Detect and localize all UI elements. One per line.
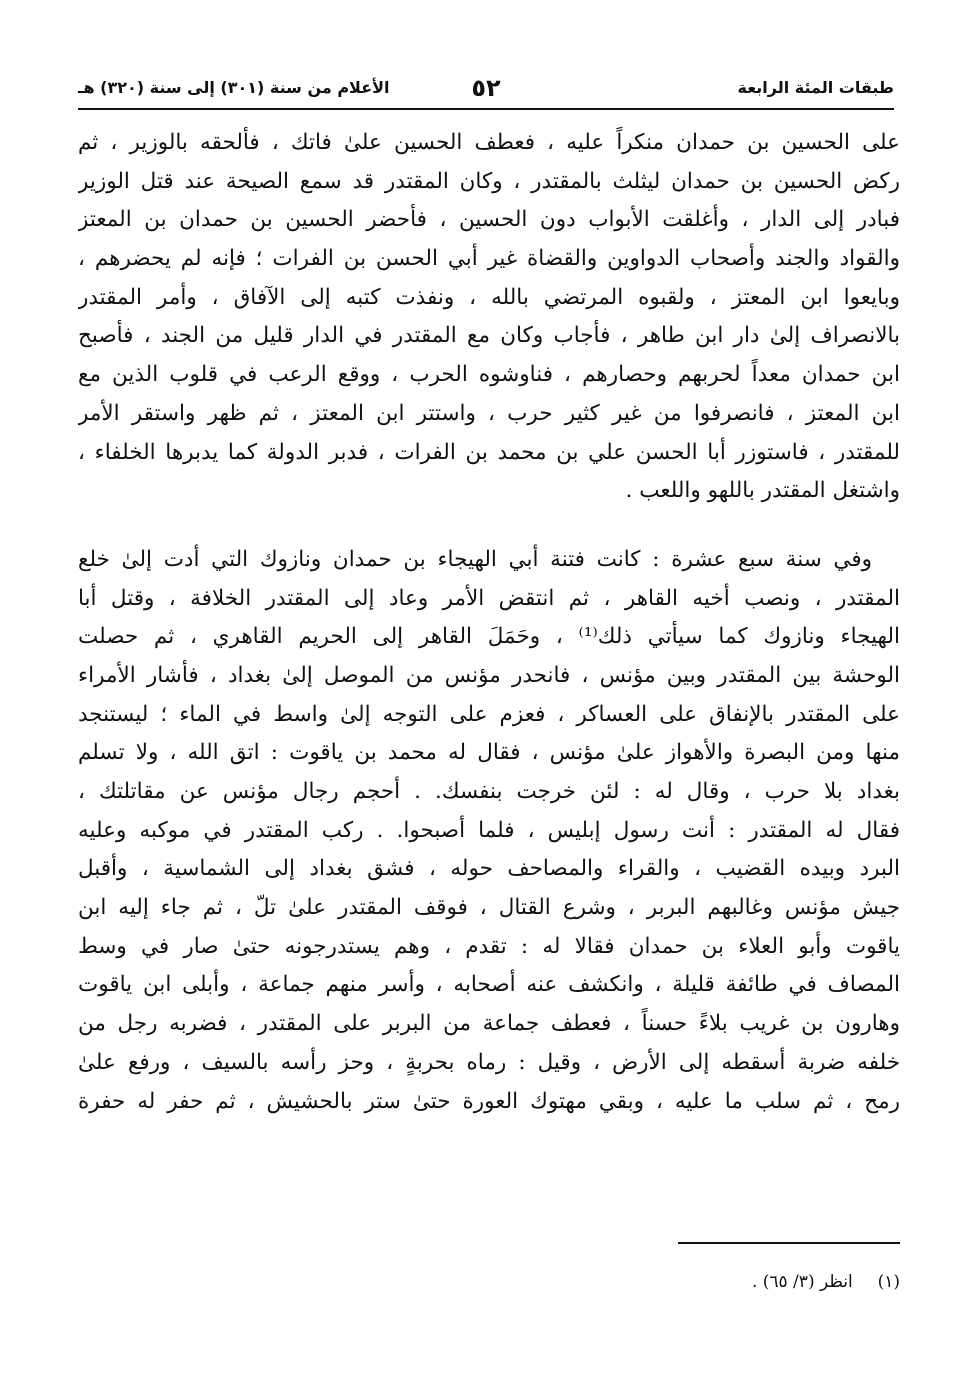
text-line: منها ومن البصرة والأهواز علىٰ مؤنس ، فقال له محمد بن ياقوت : اتق الله ، ولا تسلم	[78, 740, 900, 766]
main-text	[78, 124, 900, 1121]
section-title: الأعلام من سنة (٣٠١) إلى سنة (٣٢٠) هـ	[78, 78, 390, 97]
text-line: وفي سنة سبع عشرة : كانت فتنة أبي الهيجاء بن حمدان ونازوك التي أدت إلىٰ خلع	[78, 546, 872, 572]
text-line: الهيجاء ونازوك كما سيأتي ذلك⁽¹⁾ ، وحَمَلَ القاهر إلى الحريم القاهري ، ثم حصلت	[78, 624, 900, 650]
text-line: ياقوت وأبو العلاء بن حمدان فقالا له : تقدم ، وهم يستدرجونه حتىٰ صار في وسط	[78, 933, 900, 959]
text-line: والقواد والجند وأصحاب الدواوين والقضاة غير أبي الحسن بن الفرات ؛ فإنه لم يحضرهم ،	[78, 246, 900, 272]
text-line: وبايعوا ابن المعتز ، ولقبوه المرتضي بالله ، ونفذت كتبه إلى الآفاق ، وأمر المقتدر	[78, 284, 900, 310]
paragraph-1	[78, 124, 900, 511]
text-line: للمقتدر ، فاستوزر أبا الحسن علي بن محمد بن الفرات ، فدبر الدولة كما يدبرها الخلفاء ،	[78, 439, 900, 465]
text-line: فقال له المقتدر : أنت رسول إبليس ، فلما أصبحوا. . ركب المقتدر في موكبه وعليه	[78, 817, 900, 843]
text-line: ركض الحسين بن حمدان ليثلث بالمقتدر ، وكان المقتدر قد سمع الصيحة عند قتل الوزير	[78, 168, 900, 194]
text-line: بغداد بلا حرب ، وقال له : لئن خرجت بنفسك. . أحجم رجال مؤنس عن مقاتلتك ،	[78, 779, 900, 804]
text-line: على الحسين بن حمدان منكراً عليه ، فعطف الحسين علىٰ فاتك ، فألحقه بالوزير ، ثم	[78, 130, 900, 155]
text-line: البرد وبيده القضيب ، والقراء والمصاحف حوله ، فشق بغداد إلى الشماسية ، وأقبل	[78, 856, 900, 882]
book-title: طبقات المئة الرابعة	[737, 78, 894, 97]
text-line: المصاف في طائفة قليلة ، وانكشف عنه أصحابه ، وأسر منهم جماعة ، وأبلى ابن ياقوت	[78, 972, 900, 998]
footnote-text: انظر (٣/ ٦٥) .	[751, 1272, 853, 1292]
text-line: رمح ، ثم سلب ما عليه ، وبقي مهتوك العورة حتىٰ ستر بالحشيش ، ثم حفر له حفرة	[78, 1088, 900, 1114]
text-line: على المقتدر بالإنفاق على العساكر ، فعزم على التوجه إلىٰ واسط في الماء ؛ ليستنجد	[78, 701, 900, 727]
text-line: جيش مؤنس وغالبهم البربر ، وشرع القتال ، فوقف المقتدر علىٰ تلّ ، ثم جاء إليه ابن	[78, 895, 900, 921]
running-header	[78, 74, 894, 104]
text-line: ابن حمدان معداً لحربهم وحصارهم ، فناوشوه الحرب ، ووقع الرعب في قلوب الذين مع	[78, 362, 900, 388]
text-line: فبادر إلى الدار ، وأغلقت الأبواب دون الحسين ، فأحضر الحسين بن حمدان بن المعتز	[78, 207, 900, 233]
text-line: بالانصراف إلىٰ دار ابن طاهر ، فأجاب وكان مع المقتدر في الدار قليل من الجند ، فأصبح	[78, 323, 900, 349]
text-line: ابن المعتز ، فانصرفوا من غير كثير حرب ، واستتر ابن المعتز ، ثم ظهر واستقر الأمر	[78, 400, 900, 426]
text-line: وهارون بن غريب بلاءً حسناً ، فعطف جماعة من البربر على المقتدر ، فضربه رجل من	[78, 1011, 900, 1037]
text-line: المقتدر ، ونصب أخيه القاهر ، ثم انتقض الأمر وعاد إلى المقتدر الخلافة ، وقتل أبا	[78, 585, 900, 611]
footnote-rule	[678, 1242, 900, 1244]
header-rule	[78, 108, 894, 110]
text-line: الوحشة بين المقتدر وبين مؤنس ، فانحدر مؤنس من الموصل إلىٰ بغداد ، فأشار الأمراء	[78, 662, 900, 688]
page-number: ٥٢	[471, 74, 501, 102]
paragraph-2	[78, 541, 900, 1121]
footnote	[752, 1272, 900, 1292]
text-line: خلفه ضربة أسقطه إلى الأرض ، وقيل : رماه بحربةٍ ، وحز رأسه بالسيف ، ورفع علىٰ	[78, 1049, 900, 1075]
footnote-marker: (١)	[877, 1272, 900, 1292]
text-line: واشتغل المقتدر باللهو واللعب .	[625, 478, 900, 504]
